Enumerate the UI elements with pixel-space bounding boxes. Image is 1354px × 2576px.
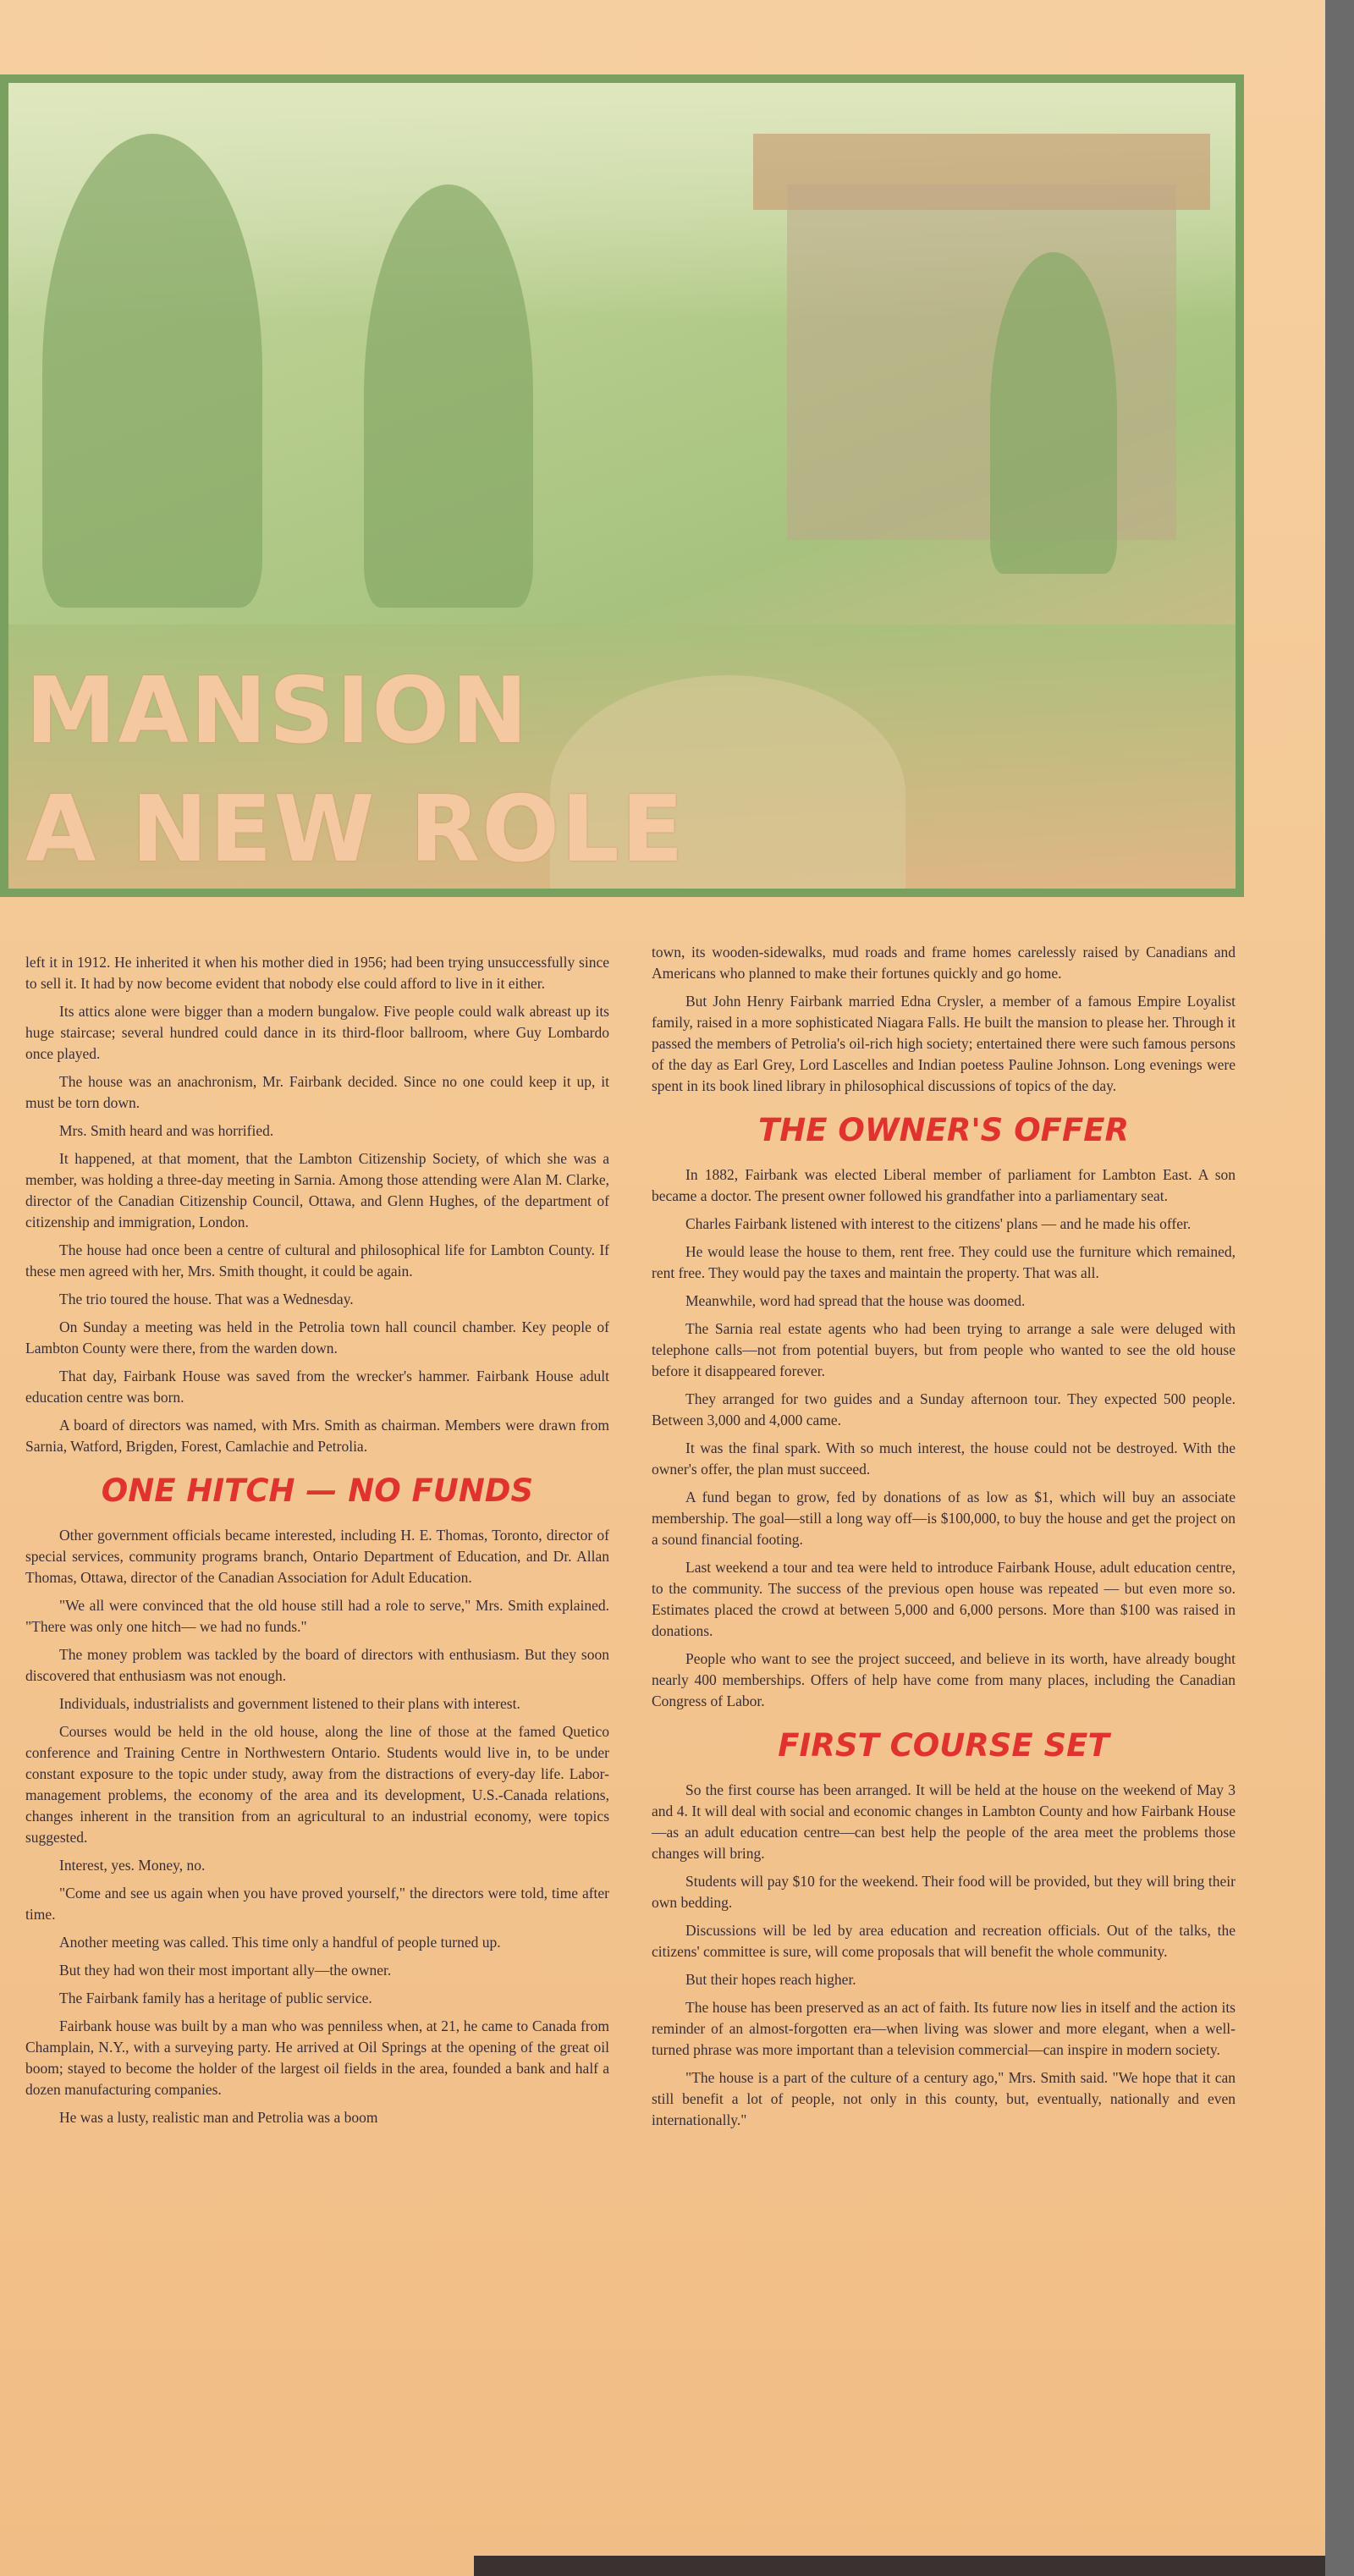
headline-line-1: MANSION (25, 658, 530, 764)
paragraph: A board of directors was named, with Mrs. Smith as chairman. Members were drawn from Sarnia, Watford, Brigden, Forest, Camlachie and Petrolia. (25, 1417, 609, 1455)
photo-tree (990, 252, 1117, 574)
paragraph: Courses would be held in the old house, along the line of those at the famed Quetico conference and Training Centre in Northwestern Ontario. Students would live in, to be under constant exposure to the topic under study, away from the distractions of every-day life. Labor-management problems, the economy of the area and its development, U.S.-Canada relations, changes inherent in the transition from an agricultural to an industrial economy, were topics suggested. (25, 1723, 609, 1846)
paragraph: "We all were convinced that the old house still had a role to serve," Mrs. Smith explained. "There was only one hitch— we had no funds." (25, 1597, 609, 1635)
paragraph: But their hopes reach higher. (685, 1971, 856, 1988)
paragraph: The house had once been a centre of cultural and philosophical life for Lambton County. If these men agreed with her, Mrs. Smith thought, it could be again. (25, 1241, 609, 1280)
paragraph: Discussions will be led by area education and recreation officials. Out of the talks, the citizens' committee is sure, will come proposals that will benefit the whole community. (652, 1922, 1236, 1960)
subhead-owners-offer: THE OWNER'S OFFER (758, 1112, 1129, 1148)
paragraph: People who want to see the project succeed, and believe in its worth, have already bought nearly 400 memberships. Offers of help have come from many places, including the Canadian Congress of Labor. (652, 1650, 1236, 1709)
article-column-right (652, 942, 1236, 2138)
paragraph: Meanwhile, word had spread that the house was doomed. (685, 1292, 1026, 1309)
headline-line-2: A NEW ROLE (25, 777, 685, 883)
photo-house (787, 184, 1176, 540)
paragraph: In 1882, Fairbank was elected Liberal member of parliament for Lambton East. A son became a doctor. The present owner followed his grandfather into a parliamentary seat. (652, 1166, 1236, 1204)
paragraph: Students will pay $10 for the weekend. Their food will be provided, but they will bring their own bedding. (652, 1873, 1236, 1911)
photo-tree (42, 134, 262, 608)
paragraph: It happened, at that moment, that the Lambton Citizenship Society, of which she was a member, was holding a three-day meeting in Sarnia. Among those attending were Alan M. Clarke, director of the Canadian Citizenship Council, Ottawa, and Glenn Hughes, of the department of citizenship and immigration, London. (25, 1150, 609, 1230)
paragraph: He would lease the house to them, rent free. They could use the furniture which remained, rent free. They would pay the taxes and maintain the property. That was all. (652, 1243, 1236, 1281)
paragraph: The money problem was tackled by the board of directors with enthusiasm. But they soon discovered that enthusiasm was not enough. (25, 1646, 609, 1684)
paragraph: The trio toured the house. That was a Wednesday. (59, 1291, 354, 1307)
paragraph: But John Henry Fairbank married Edna Crysler, a member of a famous Empire Loyalist family, raised in a more sophisticated Niagara Falls. He built the mansion to please her. Through it passed the members of Petrolia's oil-rich high society; entertained there were such famous persons of the day as Earl Grey, Lord Lascelles and Indian poetess Pauline Johnson. Long evenings were spent in its book lined library in philosophical discussions of topics of the day. (652, 993, 1236, 1094)
paragraph: On Sunday a meeting was held in the Petrolia town hall council chamber. Key people of Lambton County were there, from the warden down. (25, 1318, 609, 1357)
paragraph: But they had won their most important ally—the owner. (59, 1962, 392, 1979)
paragraph: Other government officials became interested, including H. E. Thomas, Toronto, director of special services, community programs branch, Ontario Department of Education, and Dr. Allan Thomas, Ottawa, director of the Canadian Association for Adult Education. (25, 1527, 609, 1586)
paragraph: The house was an anachronism, Mr. Fairbank decided. Since no one could keep it up, it must be torn down. (25, 1073, 609, 1111)
paragraph: "The house is a part of the culture of a century ago," Mrs. Smith said. "We hope that it can still benefit a lot of people, not only in this county, but, eventually, nationally and even internationally." (652, 2069, 1236, 2128)
paragraph: left it in 1912. He inherited it when his mother died in 1956; had been trying unsuccessfully since to sell it. It had by now become evident that nobody else could afford to live in it either. (25, 954, 609, 992)
paragraph: "Come and see us again when you have proved yourself," the directors were told, time after time. (25, 1885, 609, 1923)
scan-edge-right (1325, 0, 1354, 2576)
paragraph: So the first course has been arranged. It will be held at the house on the weekend of May 3 and 4. It will deal with social and economic changes in Lambton County and how Fairbank House—as an adult education centre—can best help the people of the area meet the problems those changes will bring. (652, 1781, 1236, 1862)
paragraph: Its attics alone were bigger than a modern bungalow. Five people could walk abreast up its huge staircase; several hundred could dance in its third-floor ballroom, where Guy Lombardo once played. (25, 1003, 609, 1062)
paragraph: Fairbank house was built by a man who was penniless when, at 21, he came to Canada from Champlain, N.Y., with a surveying party. He arrived at Oil Springs at the opening of the great oil boom; stayed to become the holder of the largest oil fields in the area, founded a bank and half a dozen manufacturing companies. (25, 2017, 609, 2098)
paragraph: Individuals, industrialists and government listened to their plans with interest. (59, 1695, 520, 1712)
paragraph: Charles Fairbank listened with interest to the citizens' plans — and he made his offer. (685, 1215, 1192, 1232)
subhead-one-hitch: ONE HITCH — NO FUNDS (101, 1472, 534, 1509)
paragraph: That day, Fairbank House was saved from the wrecker's hammer. Fairbank House adult education centre was born. (25, 1368, 609, 1406)
paragraph: The Sarnia real estate agents who had been trying to arrange a sale were deluged with telephone calls—not from potential buyers, but from people who wanted to see the old house before it disappeared forever. (652, 1320, 1236, 1379)
paragraph: It was the final spark. With so much interest, the house could not be destroyed. With the owner's offer, the plan must succeed. (652, 1439, 1236, 1478)
article-column-left (25, 952, 609, 2135)
paragraph: A fund began to grow, fed by donations of as low as $1, which will buy an associate membership. The goal—still a long way off—is $100,000, to buy the house and get the project on a sound financial footing. (652, 1489, 1236, 1548)
subhead-first-course: FIRST COURSE SET (778, 1727, 1109, 1764)
paragraph: Mrs. Smith heard and was horrified. (59, 1122, 274, 1139)
scan-edge-bottom (474, 2556, 1325, 2576)
paragraph: town, its wooden-sidewalks, mud roads and frame homes carelessly raised by Canadians and Americans who planned to make their fortunes quickly and go home. (652, 944, 1236, 982)
paragraph: The Fairbank family has a heritage of public service. (59, 1990, 372, 2006)
paragraph: Last weekend a tour and tea were held to introduce Fairbank House, adult education centre, to the community. The success of the previous open house was repeated — but even more so. Estimates placed the crowd at between 5,000 and 6,000 persons. More than $100 was raised in donations. (652, 1559, 1236, 1639)
paragraph: Another meeting was called. This time only a handful of people turned up. (59, 1934, 501, 1951)
mansion-photo (0, 74, 1244, 897)
paragraph: They arranged for two guides and a Sunday afternoon tour. They expected 500 people. Between 3,000 and 4,000 came. (652, 1390, 1236, 1428)
paragraph: He was a lusty, realistic man and Petrolia was a boom (59, 2109, 378, 2126)
paragraph: Interest, yes. Money, no. (59, 1857, 206, 1874)
paragraph: The house has been preserved as an act of faith. Its future now lies in itself and the action its reminder of an almost-forgotten era—when living was slower and more elegant, when a well-turned phrase was more important than a television commercial—can inspire in modern society. (652, 1999, 1236, 2058)
photo-tree (364, 184, 533, 608)
